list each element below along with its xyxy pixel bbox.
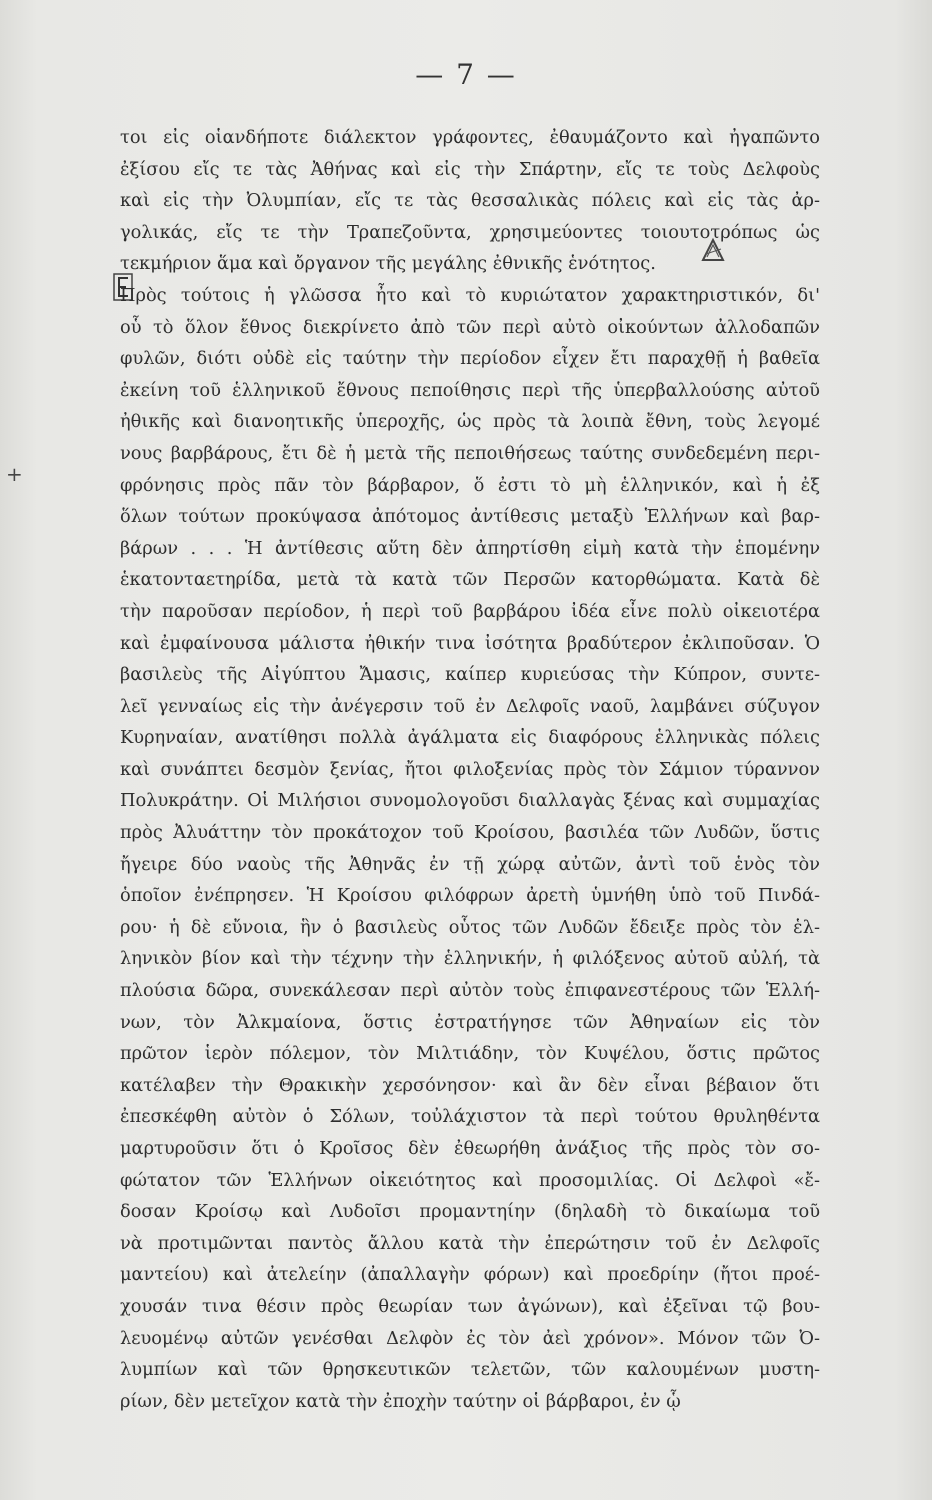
text-line: μαρτυροῦσιν ὅτι ὁ Κροῖσος δὲν ἐθεωρήθη ἀνάξιος τῆς πρὸς τὸν σο-	[120, 1138, 820, 1159]
text-line: δοσαν Κροίσῳ καὶ Λυδοῖσι προμαντηίην (δηλαδὴ τὸ δικαίωμα τοῦ	[120, 1201, 820, 1223]
text-line: ἠθικῆς καὶ διανοητικῆς ὑπεροχῆς, ὡς πρὸς τὰ λοιπὰ ἔθνη, τοὺς λεγομέ	[120, 411, 820, 433]
text-line: νους βαρβάρους, ἔτι δὲ ἡ μετὰ τῆς πεποιθήσεως ταύτης συνδεδεμένη περι-	[120, 442, 820, 464]
text-line: τεκμήριον ἅμα καὶ ὄργανον τῆς μεγάλης ἐθνικῆς ἑνότητος.	[120, 253, 656, 275]
text-line: καὶ ἐμφαίνουσα μάλιστα ἠθικήν τινα ἰσότητα βραδύτερον ἐκλιποῦσαν. Ὁ	[120, 632, 820, 654]
text-line: κατέλαβεν τὴν Θρακικὴν χερσόνησον· καὶ ἂν δὲν εἶναι βέβαιον ὅτι	[120, 1074, 820, 1096]
text-line: καὶ εἰς τὴν Ὀλυμπίαν, εἴς τε τὰς θεσσαλικὰς πόλεις καὶ εἰς τὰς ἀρ-	[120, 190, 820, 212]
text-line: πρὸς Ἀλυάττην τὸν προκάτοχον τοῦ Κροίσου, βασιλέα τῶν Λυδῶν, ὕστις	[120, 822, 820, 844]
text-line: ρίων, δὲν μετεῖχον κατὰ τὴν ἐποχὴν ταύτην οἱ βάρβαροι, ἐν ᾧ	[120, 1390, 681, 1412]
text-line: φυλῶν, διότι οὐδὲ εἰς ταύτην τὴν περίοδον εἶχεν ἔτι παραχθῇ ἡ βαθεῖα	[120, 348, 820, 370]
text-line: λυμπίων καὶ τῶν θρησκευτικῶν τελετῶν, τῶν καλουμένων μυστη-	[120, 1359, 820, 1381]
text-line: λεῖ γενναίως εἰς τὴν ἀνέγερσιν τοῦ ἐν Δελφοῖς ναοῦ, λαμβάνει σύζυγον	[120, 695, 820, 717]
text-line: φώτατον τῶν Ἑλλήνων οἰκειότητος καὶ προσομιλίας. Οἱ Δελφοὶ «ἔ-	[120, 1169, 820, 1191]
text-line: ἐπεσκέφθη αὐτὸν ὁ Σόλων, τοὐλάχιστον τὰ περὶ τούτου θρυληθέντα	[120, 1106, 820, 1128]
text-line: τοι εἰς οἱανδήποτε διάλεκτον γράφοντες, ἐθαυμάζοντο καὶ ἠγαπῶντο	[120, 127, 820, 148]
text-line: βασιλεὺς τῆς Αἰγύπτου Ἄμασις, καίπερ κυριεύσας τὴν Κύπρον, συντε-	[120, 664, 820, 686]
text-line: ὁποῖον ἐνέπρησεν. Ἡ Κροίσου φιλόφρων ἀρετὴ ὑμνήθη ὑπὸ τοῦ Πινδά-	[120, 885, 820, 907]
body-text	[120, 122, 820, 1417]
text-line: ληνικὸν βίον καὶ τὴν τέχνην τὴν ἑλληνικήν, ἡ φιλόξενος αὐτοῦ αὐλή, τὰ	[120, 948, 820, 970]
text-line: ἐκείνη τοῦ ἑλληνικοῦ ἔθνους πεποίθησις περὶ τῆς ὑπερβαλλούσης αὐτοῦ	[120, 379, 820, 401]
text-line: ἤγειρε δύο ναοὺς τῆς Ἀθηνᾶς ἐν τῇ χώρᾳ αὐτῶν, ἀντὶ τοῦ ἑνὸς τὸν	[120, 853, 820, 875]
text-line: ἐξίσου εἴς τε τὰς Ἀθήνας καὶ εἰς τὴν Σπάρτην, εἴς τε τοὺς Δελφοὺς	[120, 158, 820, 180]
text-line: ὅλων τούτων προκύψασα ἀπότομος ἀντίθεσις μεταξὺ Ἑλλήνων καὶ βαρ-	[120, 506, 820, 528]
text-line: τὴν παροῦσαν περίοδον, ἡ περὶ τοῦ βαρβάρου ἰδέα εἶνε πολὺ οἰκειοτέρα	[120, 600, 820, 622]
text-line: λευομένῳ αὐτῶν γενέσθαι Δελφὸν ἐς τὸν ἀεὶ χρόνον». Μόνον τῶν Ὀ-	[120, 1327, 820, 1349]
text-line: οὗ τὸ ὅλον ἔθνος διεκρίνετο ἀπὸ τῶν περὶ αὐτὸ οἰκούντων ἀλλοδαπῶν	[120, 316, 820, 338]
text-line: βάρων . . . Ἡ ἀντίθεσις αὕτη δὲν ἀπηρτίσθη εἰμὴ κατὰ τὴν ἑπομένην	[120, 537, 820, 559]
text-line: ἑκατονταετηρίδα, μετὰ τὰ κατὰ τῶν Περσῶν κατορθώματα. Κατὰ δὲ	[120, 569, 820, 591]
text-line: νὰ προτιμῶνται παντὸς ἄλλου κατὰ τὴν ἐπερώτησιν τοῦ ἐν Δελφοῖς	[120, 1232, 820, 1254]
text-line: νων, τὸν Ἀλκμαίονα, ὅστις ἐστρατήγησε τῶν Ἀθηναίων εἰς τὸν	[120, 1011, 820, 1033]
text-line: πρῶτον ἱερὸν πόλεμον, τὸν Μιλτιάδην, τὸν Κυψέλου, ὅστις πρῶτος	[120, 1043, 820, 1065]
page-number: — 7 —	[415, 58, 517, 91]
text-line: Κυρηναίαν, ανατίθησι πολλὰ ἀγάλματα εἰς διαφόρους ἑλληνικὰς πόλεις	[120, 727, 820, 749]
text-line: χουσάν τινα θέσιν πρὸς θεωρίαν των ἀγώνων), καὶ ἐξεῖναι τῷ βου-	[120, 1295, 820, 1317]
text-line: ρου· ἡ δὲ εὔνοια, ἣν ὁ βασιλεὺς οὗτος τῶν Λυδῶν ἔδειξε πρὸς τὸν ἑλ-	[120, 916, 820, 938]
text-line: καὶ συνάπτει δεσμὸν ξενίας, ἤτοι φιλοξενίας πρὸς τὸν Σάμιον τύραννον	[120, 758, 820, 780]
margin-mark: +	[6, 462, 23, 486]
text-line: φρόνησις πρὸς πᾶν τὸν βάρβαρον, ὅ ἐστι τὸ μὴ ἑλληνικόν, καὶ ἡ ἐξ	[120, 474, 820, 496]
text-line: πλούσια δῶρα, συνεκάλεσαν περὶ αὐτὸν τοὺς ἐπιφανεστέρους τῶν Ἑλλή-	[120, 980, 820, 1002]
text-line: γολικάς, εἴς τε τὴν Τραπεζοῦντα, χρησιμεύοντες τοιουτοτρόπως ὡς	[120, 221, 820, 243]
text-line: Πολυκράτην. Οἱ Μιλήσιοι συνομολογοῦσι διαλλαγὰς ξένας καὶ συμμαχίας	[120, 790, 820, 812]
text-line: Πρὸς τούτοις ἡ γλῶσσα ἦτο καὶ τὸ κυριώτατον χαρακτηριστικόν, δι'	[120, 284, 820, 306]
text-line: μαντείου) καὶ ἀτελείην (ἀπαλλαγὴν φόρων) καὶ προεδρίην (ἤτοι προέ-	[120, 1264, 820, 1286]
